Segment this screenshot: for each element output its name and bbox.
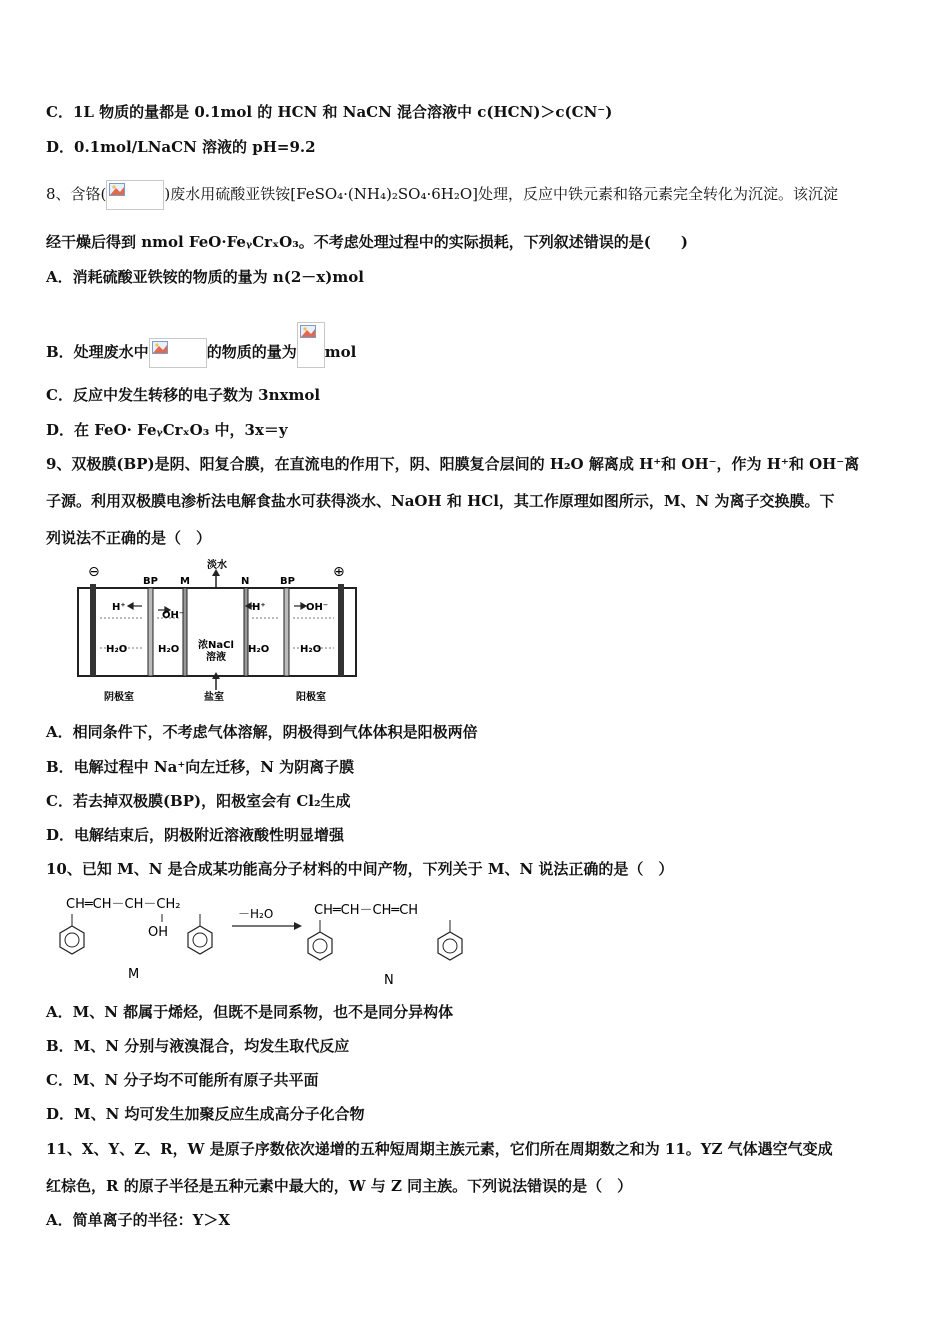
broken-image-icon — [106, 180, 164, 210]
q9-option-b: B．电解过程中 Na⁺向左迁移，N 为阴离子膜 — [46, 758, 355, 776]
m-oh: OH — [148, 925, 169, 940]
broken-image-icon — [297, 322, 325, 368]
label-bp-right: BP — [280, 576, 295, 587]
oh-minus-left: OH⁻ — [162, 610, 185, 621]
h2o-label: H₂O — [158, 644, 180, 655]
arrow-label: －H₂O — [238, 907, 274, 921]
h2o-label: H₂O — [248, 644, 270, 655]
q10-stem: 10、已知 M、N 是合成某功能高分子材料的中间产物，下列关于 M、N 说法正确的是（ ） — [46, 860, 674, 878]
benzene-ring-icon — [60, 926, 84, 954]
label-n: N — [384, 973, 394, 988]
q8-option-c: C．反应中发生转移的电子数为 3nxmol — [46, 386, 321, 404]
benzene-ring-icon — [188, 926, 212, 954]
q9-option-c: C．若去掉双极膜(BP)，阳极室会有 Cl₂生成 — [46, 792, 351, 810]
broken-image-icon — [149, 338, 207, 368]
q7-option-c: C．1L 物质的量都是 0.1mol 的 HCN 和 NaCN 混合溶液中 c(HCN)＞c(CN⁻) — [46, 103, 613, 121]
benzene-ring-icon — [438, 932, 462, 960]
label-m: M — [180, 576, 190, 587]
q8-option-b-part2: 的物质的量为 — [206, 343, 297, 361]
q8-stem-part1: 8、含铬( — [46, 185, 107, 203]
label-m: M — [128, 967, 140, 982]
q10-option-d: D．M、N 均可发生加聚反应生成高分子化合物 — [46, 1105, 365, 1123]
reaction-diagram — [58, 890, 478, 990]
q7-option-d: D．0.1mol/LNaCN 溶液的 pH=9.2 — [46, 138, 316, 156]
anode-sign: ⊕ — [333, 564, 345, 580]
cathode-sign: ⊖ — [88, 564, 100, 580]
q10-option-c: C．M、N 分子均不可能所有原子共平面 — [46, 1071, 319, 1089]
q11-option-a: A．简单离子的半径：Y＞X — [46, 1211, 230, 1229]
label-n: N — [241, 576, 250, 587]
q8-stem-line1 — [46, 180, 838, 210]
q11-stem-line1: 11、X、Y、Z、R，W 是原子序数依次递增的五种短周期主族元素，它们所在周期数之和为 11。YZ 气体遇空气变成 — [46, 1140, 833, 1158]
q8-stem-line2: 经干燥后得到 nmol FeO·FeᵧCrₓO₃。不考虑处理过程中的实际损耗，下列叙述错误的是( ) — [46, 233, 688, 251]
arrow-icon — [294, 922, 302, 930]
h-plus-left: H⁺ — [112, 602, 126, 613]
nacl-label-line1: 浓NaCl — [198, 640, 234, 651]
benzene-ring-icon — [308, 932, 332, 960]
label-anode-room: 阳极室 — [296, 692, 326, 703]
h2o-label: H₂O — [106, 644, 128, 655]
q9-option-a: A．相同条件下，不考虑气体溶解，阴极得到气体体积是阳极两倍 — [46, 723, 478, 741]
q8-option-d: D．在 FeO· FeᵧCrₓO₃ 中，3x＝y — [46, 421, 288, 439]
q8-stem-part2: )废水用硫酸亚铁铵[FeSO₄·(NH₄)₂SO₄·6H₂O]处理，反应中铁元素和铬元素完全转化为沉淀。该沉淀 — [164, 185, 839, 203]
m-chain: CH═CH－CH－CH₂ — [66, 897, 181, 912]
nacl-label-line2: 溶液 — [206, 652, 226, 663]
q9-stem-line1: 9、双极膜(BP)是阴、阳复合膜，在直流电的作用下，阴、阳膜复合层间的 H₂O 解离成 H⁺和 OH⁻，作为 H⁺和 OH⁻离 — [46, 455, 860, 473]
label-fresh-water: 淡水 — [207, 560, 227, 571]
h-plus-right: H⁺ — [252, 602, 266, 613]
q8-option-a: A．消耗硫酸亚铁铵的物质的量为 n(2－x)mol — [46, 268, 364, 286]
q9-stem-line2: 子源。利用双极膜电渗析法电解食盐水可获得淡水、NaOH 和 HCl，其工作原理如图所示，M、N 为离子交换膜。下 — [46, 492, 835, 510]
q9-option-d: D．电解结束后，阴极附近溶液酸性明显增强 — [46, 826, 345, 844]
q8-option-b-part1: B．处理废水中 — [46, 343, 149, 361]
q9-stem-line3: 列说法不正确的是（ ） — [46, 529, 212, 547]
label-cathode-room: 阴极室 — [104, 692, 134, 703]
q10-option-b: B．M、N 分别与液溴混合，均发生取代反应 — [46, 1037, 350, 1055]
label-bp-left: BP — [143, 576, 158, 587]
q8-option-b-part3: mol — [324, 343, 357, 361]
n-chain: CH═CH－CH═CH — [314, 903, 419, 918]
label-salt-room: 盐室 — [204, 692, 224, 703]
q11-stem-line2: 红棕色，R 的原子半径是五种元素中最大的，W 与 Z 同主族。下列说法错误的是（ ） — [46, 1177, 633, 1195]
q10-option-a: A．M、N 都属于烯烃，但既不是同系物，也不是同分异构体 — [46, 1003, 454, 1021]
h2o-label: H₂O — [300, 644, 322, 655]
oh-minus-right: OH⁻ — [306, 602, 329, 613]
q8-option-b — [46, 322, 356, 368]
electrodialysis-diagram — [70, 558, 370, 706]
